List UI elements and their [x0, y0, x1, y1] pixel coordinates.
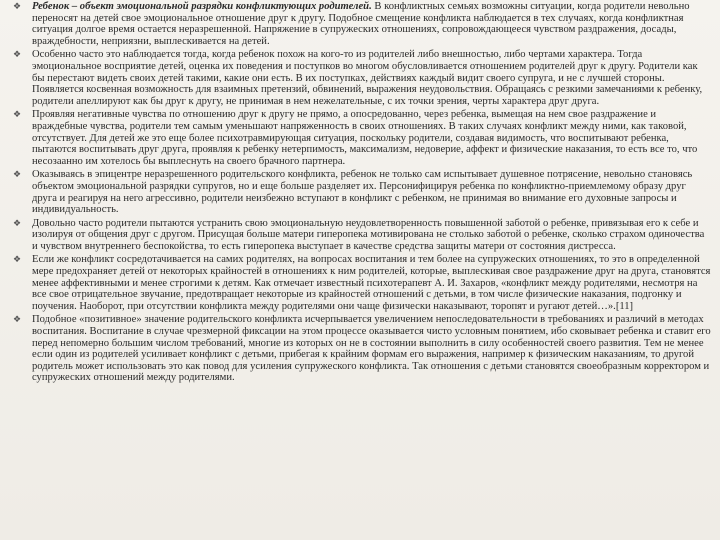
- bullet-text: Особенно часто это наблюдается тогда, когда ребенок похож на кого-то из родителей либо внешностью, либо чертами характера. Тогда эмоциональное восприятие детей, оценка их поведения и поступков во многом обусловливается отношением родителей друг к другу. Родители как бы перестают видеть своих детей такими, какие они есть. В их поступках, действиях каждый видит своего супруга, и не с лучшей стороны. Появляется косвенная возможность для взаимных претензий, обвинений, выражения неудовольствия. Обращаясь с резкими замечаниями к ребенку, родители апеллируют как бы друг к другу, не принимая в нем нежелательные, с их точки зрения, черты характера друг друга.: [32, 49, 703, 107]
- bullet-item: [12, 254, 712, 312]
- bullet-lead: Ребенок – объект эмоциональной разрядки конфликтующих родителей.: [32, 1, 372, 12]
- bullet-marker-icon: ❖: [12, 314, 22, 325]
- bullet-item: [12, 314, 712, 384]
- bullet-marker-icon: ❖: [12, 169, 22, 180]
- bullet-item: [12, 218, 712, 253]
- bullet-item: [12, 1, 712, 47]
- bullet-text: Проявляя негативные чувства по отношению друг к другу не прямо, а опосредованно, через ребенка, вымещая на нем свое раздражение и враждебные чувства, родители тем самым уменьшают напряженность в своих отношениях. В таких случаях конфликт между ними, как таковой, отсутствует. Для детей же это еще более психотравмирующая ситуация, поскольку родители, создавая видимость, что воспитывают ребенка, пытаются воспитывать друг друга, проявляя к ребенку нетерпимость, максимализм, недоверие, аффект и физические наказания, то есть все то, что несозаанно им хотелось бы выплеснуть на своего брачного партнера.: [32, 109, 698, 167]
- bullet-marker-icon: ❖: [12, 217, 22, 228]
- bullet-text: Если же конфликт сосредотачивается на самих родителях, на вопросах воспитания и тем более на супружеских отношениях, то это в определенной мере предохраняет детей от некоторых крайностей в отношениях к ним родителей, которые, выплескивая свое раздражение друг на друга, становятся менее аффективными и менее строгими к детям. Как отмечает известный психотерапевт А. И. Захаров, «конфликт между родителями, несмотря на все свое отрицательное звучание, предотвращает некоторые из крайностей отношений с детьми, в том числе физические наказания, подгонку и поучения. Наоборот, при отсутствии конфликта между родителями они чаще физически наказывают, торопят и ругают детей…».[11]: [32, 254, 711, 312]
- bullet-text: Оказываясь в эпицентре неразрешенного родительского конфликта, ребенок не только сам испытывает душевное потрясение, невольно становясь объектом эмоциональной разрядки супругов, но и еще больше разделяет их. Персонифицируя ребенка по конфликтно-приемлемому образу друг друга и реагируя на него агрессивно, родители неизбежно вступают в конфликт с ребенком, не принимая во внимание его духовные запросы и индивидуальность.: [32, 169, 693, 216]
- bullet-text: Довольно часто родители пытаются устранить свою эмоциональную неудовлетворенность повышенной заботой о ребенке, привязывая его к себе и изолируя от общения друг с другом. Присущая больше матери гиперопека мотивирована не столько заботой о ребенке, сколько страхом одиночества и чувством внутреннего беспокойства, то есть гиперопека выступает в качестве средства защиты матери от состояния дистресса.: [32, 217, 705, 252]
- bullet-item: [12, 49, 712, 107]
- bullet-list: [12, 1, 712, 384]
- bullet-marker-icon: ❖: [12, 109, 22, 120]
- bullet-marker-icon: ❖: [12, 254, 22, 265]
- bullet-item: [12, 169, 712, 215]
- bullet-text: В конфликтных семьях возможны ситуации, когда родители невольно переносят на детей свое эмоциональное отношение друг к другу. Подобное смещение конфликта наблюдается в тех случаях, когда конфликтная ситуация долгое время остается неразрешенной. Напряжение в супружеских отношениях, сопровождающееся чувством раздражения, досады, враждебности, неприязни, выплескивается на детей.: [32, 1, 690, 47]
- bullet-marker-icon: ❖: [12, 49, 22, 60]
- bullet-marker-icon: ❖: [12, 1, 22, 11]
- bullet-text: Подобное «позитивное» значение родительского конфликта исчерпывается увеличением непоследовательности в требованиях и различий в методах воспитания. Воспитание в случае чрезмерной фиксации на этом процессе оказывается чисто условным понятием, ибо сковывает ребенка и ставит его перед непомерно большим числом требований, многие из которых он не в состоянии выполнить в силу особенностей своего развития. Тем не менее если один из родителей усиливает конфликт с детьми, прибегая к крайним формам его выражения, например к физическим наказаниям, то другой родитель может использовать это как повод для усиления супружеского конфликта. Так отношения с детьми становятся своеобразным корректором и супружеских отношений между родителями.: [32, 314, 711, 384]
- bullet-item: [12, 109, 712, 167]
